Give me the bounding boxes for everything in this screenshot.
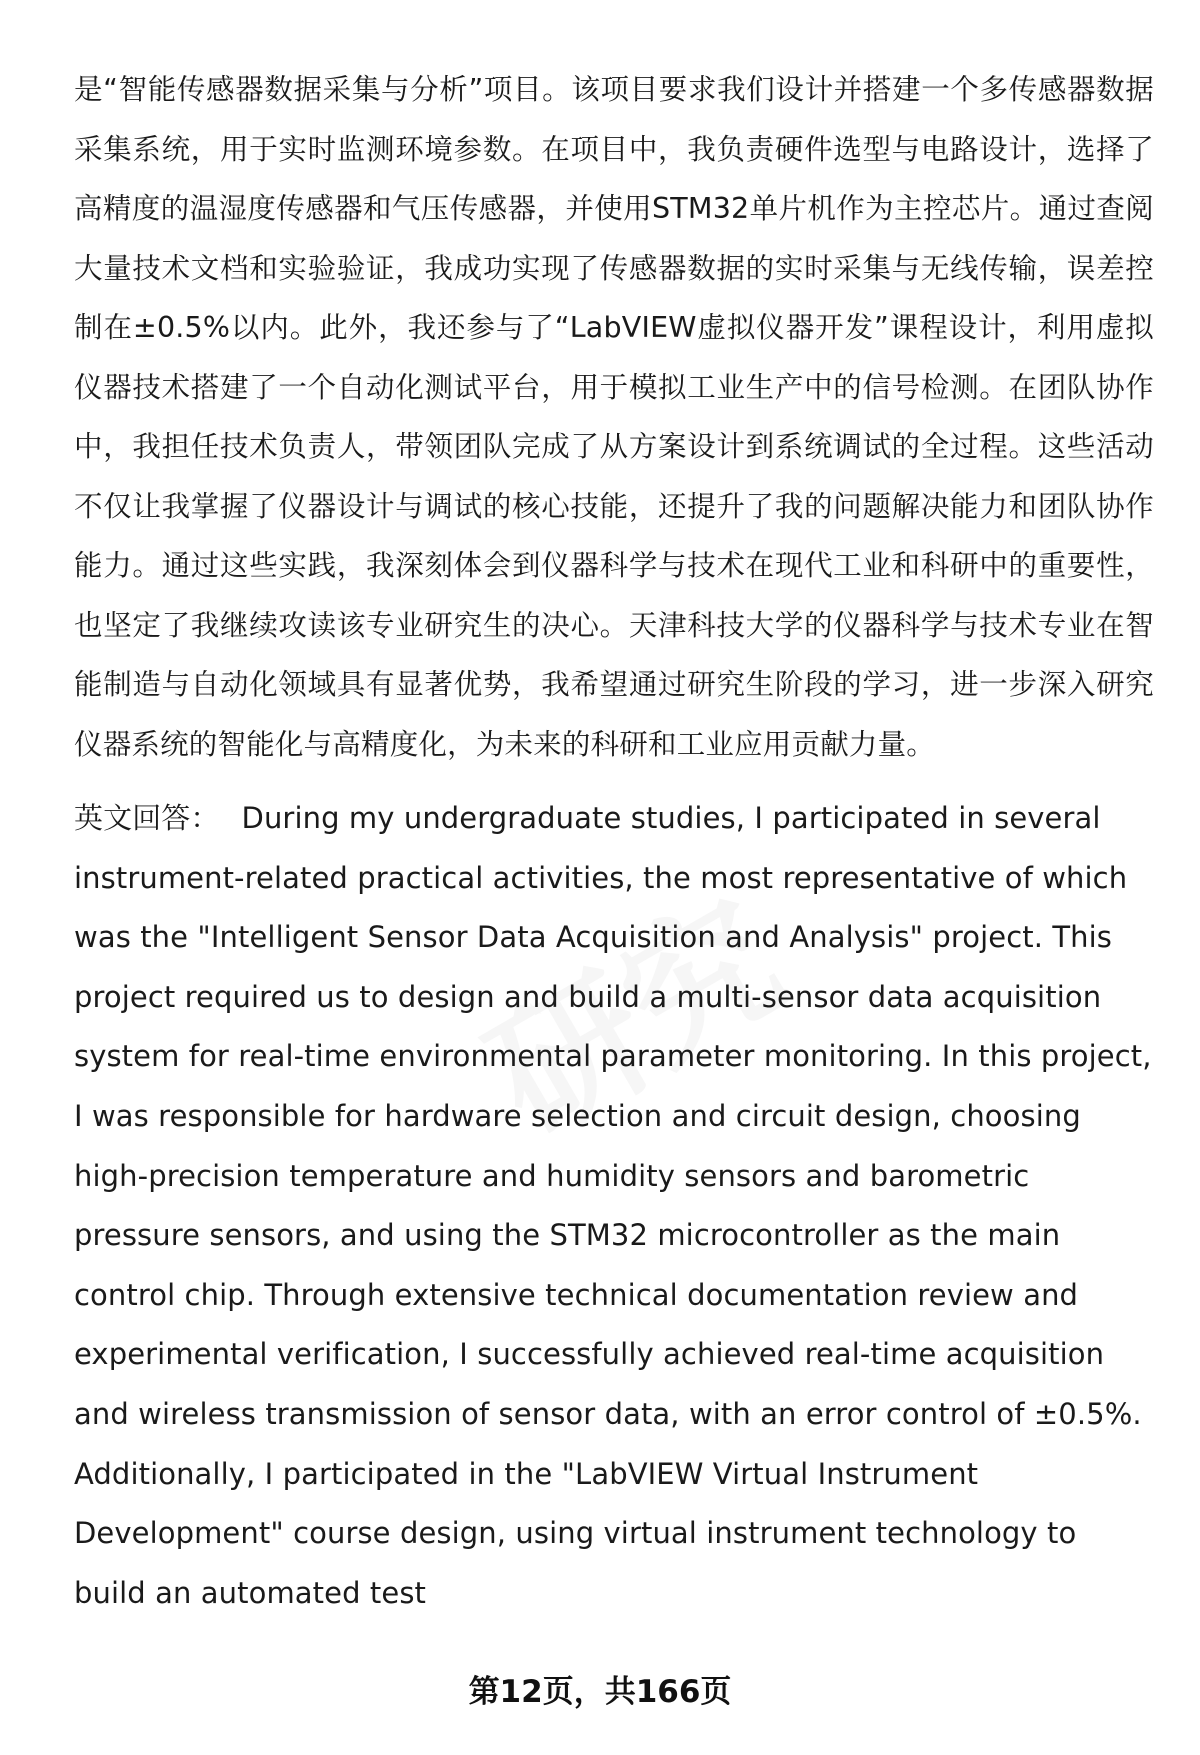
english-answer-paragraph: [74, 789, 1154, 1623]
chinese-answer-paragraph: 是“智能传感器数据采集与分析”项目。该项目要求我们设计并搭建一个多传感器数据采集系统，用于实时监测环境参数。在项目中，我负责硬件选型与电路设计，选择了高精度的温湿度传感器和气压传感器，并使用STM32单片机作为主控芯片。通过查阅大量技术文档和实验验证，我成功实现了传感器数据的实时采集与无线传输，误差控制在±0.5%以内。此外，我还参与了“LabVIEW虚拟仪器开发”课程设计，利用虚拟仪器技术搭建了一个自动化测试平台，用于模拟工业生产中的信号检测。在团队协作中，我担任技术负责人，带领团队完成了从方案设计到系统调试的全过程。这些活动不仅让我掌握了仪器设计与调试的核心技能，还提升了我的问题解决能力和团队协作能力。通过这些实践，我深刻体会到仪器科学与技术在现代工业和科研中的重要性，也坚定了我继续攻读该专业研究生的决心。天津科技大学的仪器科学与技术专业在智能制造与自动化领域具有显著优势，我希望通过研究生阶段的学习，进一步深入研究仪器系统的智能化与高精度化，为未来的科研和工业应用贡献力量。: [74, 73, 1154, 761]
page-number-footer: 第12页，共166页: [468, 1674, 732, 1710]
english-answer-label: 英文回答：: [74, 801, 220, 835]
document-page: [74, 60, 1154, 1623]
english-answer-text: During my undergraduate studies, I participated in several instrument-related practical activities, the most representative of which was the "Intelligent Sensor Data Acquisition and Analysis" project. This project required us to design and build a multi-sensor data acquisition system for real-time environmental parameter monitoring. In this project, I was responsible for hardware selection and circuit design, choosing high-precision temperature and humidity sensors and barometric pressure sensors, and using the STM32 microcontroller as the main control chip. Through extensive technical documentation review and experimental verification, I successfully achieved real-time acquisition and wireless transmission of sensor data, with an error control of ±0.5%. Additionally, I participated in the "LabVIEW Virtual Instrument Development" course design, using virtual instrument technology to build an automated test: [74, 801, 1152, 1610]
